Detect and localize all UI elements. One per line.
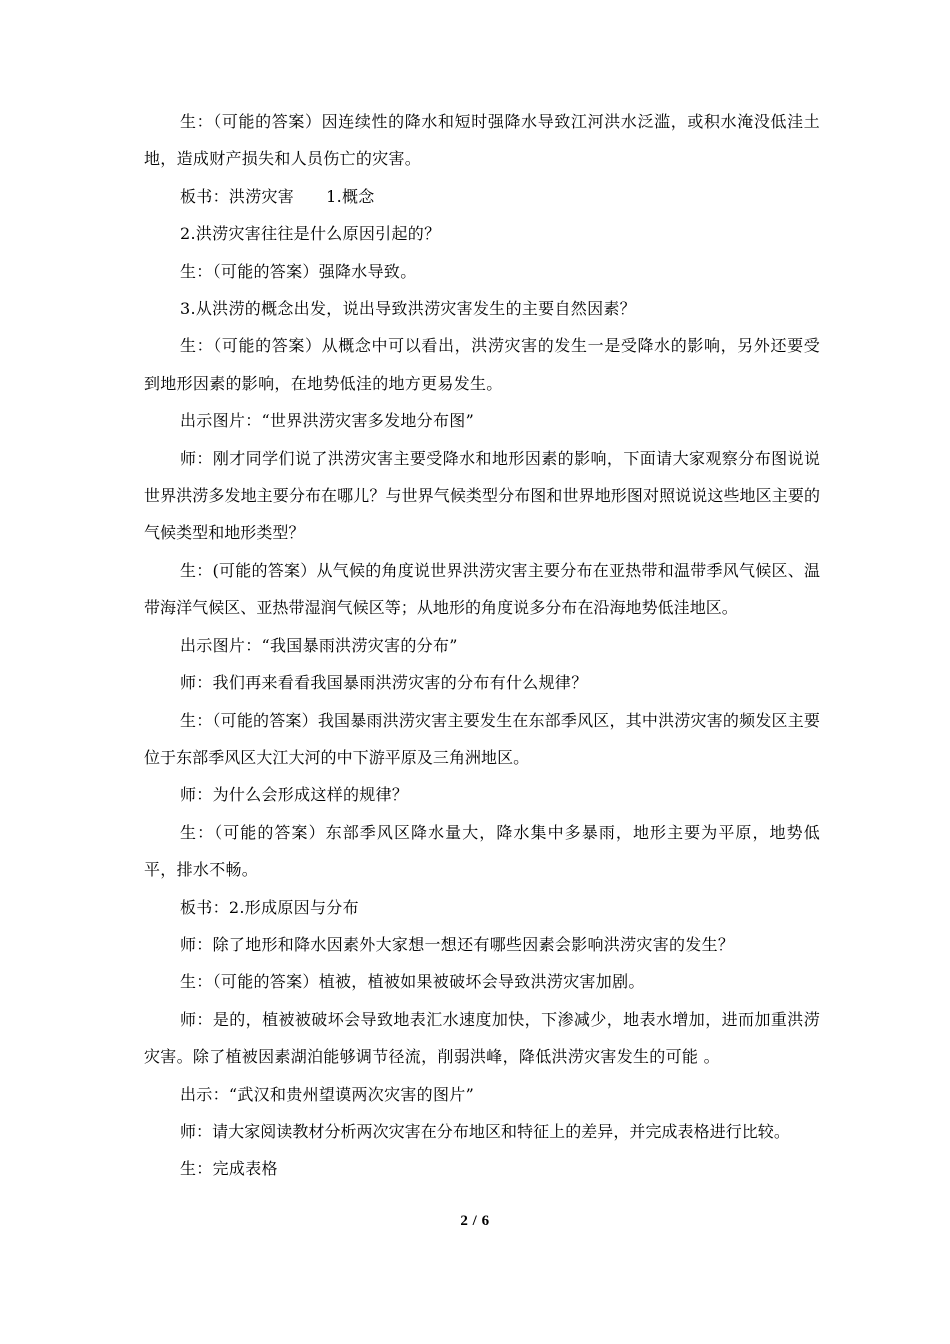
- page-number: 2 / 6: [460, 1213, 490, 1229]
- show-picture-china-map: 出示图片：“我国暴雨洪涝灾害的分布”: [180, 635, 458, 655]
- show-disaster-pictures: 出示：“武汉和贵州望谟两次灾害的图片”: [180, 1084, 475, 1104]
- answer-paragraph-cause: 生：（可能的答案）强降水导致。: [180, 261, 417, 281]
- document-body: [144, 103, 820, 1188]
- board-note-concept: [144, 178, 820, 215]
- teacher-paragraph-other-factors: 师：除了地形和降水因素外大家想一想还有哪些因素会影响洪涝灾害的发生？: [180, 934, 735, 954]
- teacher-paragraph-vegetation: 师：是的，植被被破坏会导致地表汇水速度加快，下渗减少，地表水增加，进而加重洪涝灾害。除了植被因素湖泊能够调节径流，削弱洪峰，降低洪涝灾害发生的可能 。: [144, 1009, 820, 1067]
- teacher-paragraph-china-pattern: 师：我们再来看看我国暴雨洪涝灾害的分布有什么规律？: [180, 673, 588, 693]
- answer-paragraph-definition: 生：（可能的答案）因连续性的降水和短时强降水导致江河洪水泛滥，或积水淹没低洼土地，造成财产损失和人员伤亡的灾害。: [144, 112, 820, 169]
- student-complete-table: 生：完成表格: [180, 1159, 278, 1179]
- question-paragraph-natural-factors: 3.从洪涝的概念出发，说出导致洪涝灾害发生的主要自然因素？: [180, 299, 636, 319]
- board-note-label: 板书：洪涝灾害: [180, 186, 295, 206]
- board-note-causes: 板书：2.形成原因与分布: [180, 897, 359, 917]
- answer-paragraph-world-distribution: 生：(可能的答案）从气候的角度说世界洪涝灾害主要分布在亚热带和温带季风气候区、温带海洋气候区、亚热带湿润气候区等；从地形的角度说多分布在沿海地势低洼地区。: [144, 560, 820, 618]
- teacher-paragraph-world-distribution: 师：刚才同学们说了洪涝灾害主要受降水和地形因素的影响，下面请大家观察分布图说说世界洪涝多发地主要分布在哪儿？与世界气候类型分布图和世界地形图对照说说这些地区主要的气候类型和地形类型？: [144, 448, 820, 543]
- show-picture-world-map: 出示图片：“世界洪涝灾害多发地分布图”: [180, 411, 475, 431]
- answer-paragraph-vegetation: 生：（可能的答案）植被，植被如果被破坏会导致洪涝灾害加剧。: [180, 972, 645, 992]
- teacher-paragraph-compare: 师：请大家阅读教材分析两次灾害在分布地区和特征上的差异，并完成表格进行比较。: [180, 1121, 790, 1141]
- answer-paragraph-why: 生：（可能的答案）东部季风区降水量大，降水集中多暴雨，地形主要为平原，地势低平，排水不畅。: [144, 822, 820, 880]
- answer-paragraph-natural-factors: 生：（可能的答案）从概念中可以看出，洪涝灾害的发生一是受降水的影响，另外还要受到地形因素的影响，在地势低洼的地方更易发生。: [144, 336, 820, 393]
- board-note-item: 1.概念: [326, 186, 375, 206]
- answer-paragraph-china-pattern: 生：（可能的答案）我国暴雨洪涝灾害主要发生在东部季风区，其中洪涝灾害的频发区主要位于东部季风区大江大河的中下游平原及三角洲地区。: [144, 710, 820, 767]
- question-paragraph-cause: 2.洪涝灾害往往是什么原因引起的？: [180, 224, 441, 244]
- teacher-paragraph-why: 师：为什么会形成这样的规律？: [180, 785, 409, 805]
